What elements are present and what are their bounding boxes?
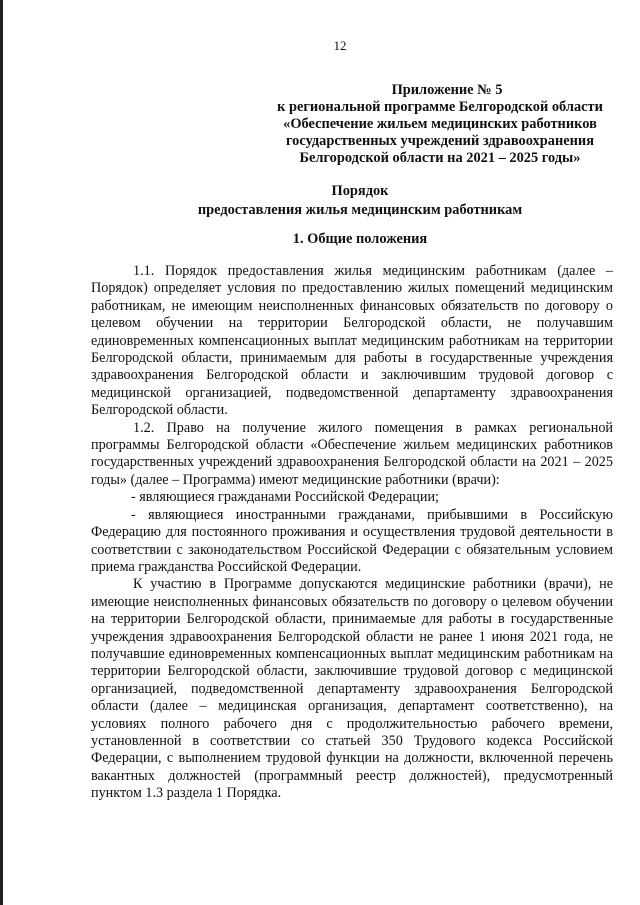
- paragraph-1-2: 1.2. Право на получение жилого помещения в рамках региональной программы Белгородской области «Обеспечение жильем медицинских работников государственных учреждений здравоохранения Белгородской области на 2021 – 2025 годы» (далее – Программа) имеют медицинские работники (врачи):: [91, 419, 613, 488]
- appendix-line: Белгородской области на 2021 – 2025 годы»: [299, 150, 581, 166]
- document-title-line: Порядок: [331, 183, 389, 199]
- body-text: [91, 263, 613, 803]
- appendix-header: [262, 82, 618, 167]
- appendix-line: «Обеспечение жильем медицинских работников: [283, 116, 597, 132]
- appendix-number: Приложение № 5: [391, 82, 503, 98]
- paragraph-participation: К участию в Программе допускаются медицинские работники (врачи), не имеющие неисполненных финансовых обязательств по договору о целевом обучении на территории Белгородской области, принимаемые для работы в государственные учреждения здравоохранения Белгородской области не ранее 1 июня 2021 года, не получавшие единовременных компенсационных выплат медицинским работникам на территории Белгородской области, заключившие трудовой договор с медицинской организацией, подведомственной департаменту здравоохранения Белгородской области (далее – медицинская организация, департамент соответственно), на условиях полного рабочего дня с продолжительностью рабочего времени, установленной в соответствии со статьей 350 Трудового кодекса Российской Федерации, с выполнением трудовой функции на должности, включенной перечень вакантных должностей (программный реестр должностей), предусмотренный пунктом 1.3 раздела 1 Порядка.: [91, 576, 613, 802]
- document-title: [150, 182, 570, 220]
- document-subtitle-line: предоставления жилья медицинским работникам: [197, 202, 523, 218]
- page-number: 12: [333, 38, 347, 53]
- list-item: - являющиеся гражданами Российской Федерации;: [131, 489, 439, 506]
- scan-edge-line: [0, 0, 3, 905]
- paragraph-1-1: 1.1. Порядок предоставления жилья медицинским работникам (далее – Порядок) определяет условия по предоставлению жилых помещений медицинским работникам, не имеющим неисполненных финансовых обязательств по договору о целевом обучении на территории Белгородской области, не получавшим единовременных компенсационных выплат медицинским работникам на территории Белгородской области, принимаемым для работы в государственные учреждения здравоохранения Белгородской области и заключившим трудовой договор с медицинской организацией, подведомственной департаменту здравоохранения Белгородской области.: [91, 263, 613, 419]
- appendix-line: государственных учреждений здравоохранения: [286, 133, 594, 149]
- section-heading: 1. Общие положения: [292, 231, 428, 247]
- appendix-line: к региональной программе Белгородской области: [277, 99, 603, 115]
- list-item: - являющиеся иностранными гражданами, прибывшими в Российскую Федерацию для постоянного проживания и осуществления трудовой деятельности в соответствии с законодательством Российской Федерации с обязательным условием приема гражданства Российской Федерации.: [91, 506, 613, 575]
